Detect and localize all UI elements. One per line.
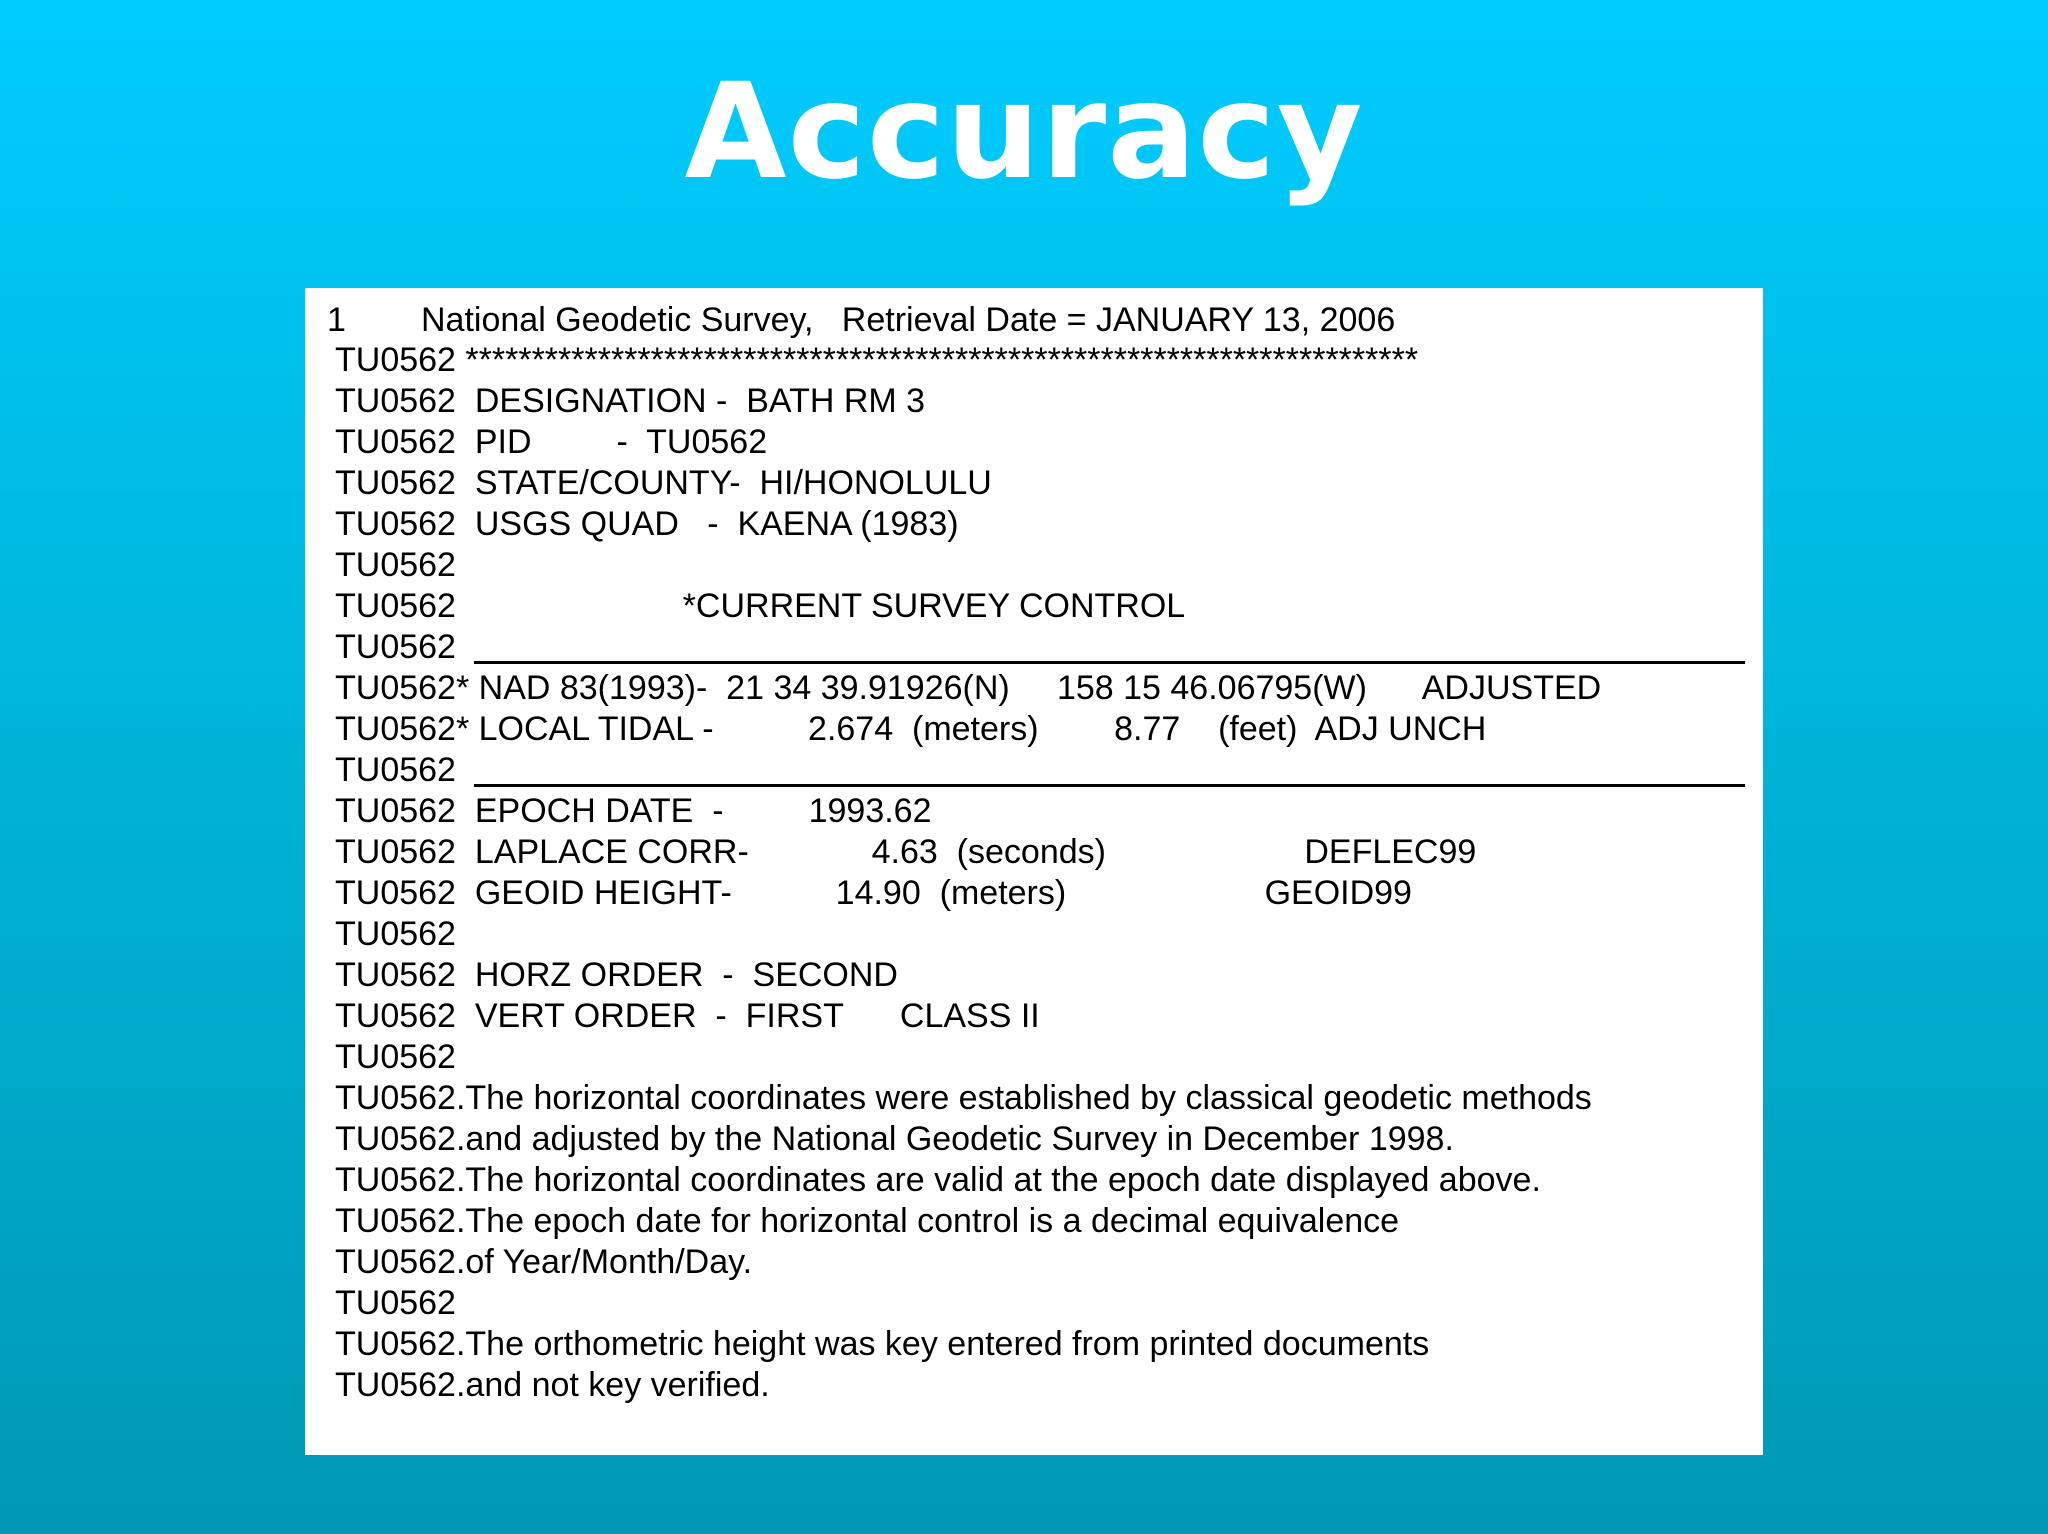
datasheet-line-text: TU0562 bbox=[335, 628, 456, 666]
datasheet-line-text: TU0562.and not key verified. bbox=[335, 1366, 770, 1404]
slide-title: Accuracy bbox=[684, 55, 1364, 209]
datasheet-line bbox=[335, 668, 1745, 709]
datasheet-line-text: TU0562 VERT ORDER - FIRST CLASS II bbox=[335, 997, 1040, 1035]
datasheet-line-text: TU0562.The orthometric height was key entered from printed documents bbox=[335, 1325, 1430, 1363]
datasheet-line bbox=[335, 1037, 1745, 1078]
datasheet-line-text: TU0562 EPOCH DATE - 1993.62 bbox=[335, 792, 932, 830]
datasheet-line-text: TU0562 *CURRENT SURVEY CONTROL bbox=[335, 587, 1186, 625]
datasheet-line bbox=[335, 996, 1745, 1037]
datasheet-line-text: TU0562 HORZ ORDER - SECOND bbox=[335, 956, 898, 994]
datasheet-line bbox=[335, 1160, 1745, 1201]
datasheet-line-text: TU0562 DESIGNATION - BATH RM 3 bbox=[335, 382, 926, 420]
datasheet-line-text: TU0562* NAD 83(1993)- 21 34 39.91926(N) 158 15 46.06795(W) ADJUSTED bbox=[335, 669, 1602, 707]
datasheet-line-text: TU0562 GEOID HEIGHT- 14.90 (meters) GEOID99 bbox=[335, 874, 1412, 912]
datasheet-line bbox=[335, 1242, 1745, 1283]
datasheet-line-text: TU0562 LAPLACE CORR- 4.63 (seconds) DEFLEC99 bbox=[335, 833, 1477, 871]
datasheet-line-text: TU0562 bbox=[335, 1284, 456, 1322]
datasheet-line-text: TU0562 bbox=[335, 1038, 456, 1076]
datasheet-line-text: TU0562.of Year/Month/Day. bbox=[335, 1243, 753, 1281]
datasheet-line-text: TU0562.and adjusted by the National Geodetic Survey in December 1998. bbox=[335, 1120, 1454, 1158]
separator-rule bbox=[474, 784, 1745, 787]
datasheet-line bbox=[335, 627, 1745, 668]
datasheet-line-text: TU0562 STATE/COUNTY- HI/HONOLULU bbox=[335, 464, 992, 502]
datasheet-line bbox=[335, 1365, 1745, 1406]
datasheet-line bbox=[335, 463, 1745, 504]
datasheet-line-text: TU0562* LOCAL TIDAL - 2.674 (meters) 8.77 (feet) ADJ UNCH bbox=[335, 710, 1487, 748]
datasheet-line-text: TU0562 PID - TU0562 bbox=[335, 423, 768, 461]
datasheet-line bbox=[335, 750, 1745, 791]
datasheet-line-text: TU0562 bbox=[335, 751, 456, 789]
datasheet-line bbox=[335, 832, 1745, 873]
datasheet-line bbox=[335, 873, 1745, 914]
datasheet-line bbox=[335, 381, 1745, 422]
datasheet-line bbox=[335, 504, 1745, 545]
datasheet-line bbox=[335, 955, 1745, 996]
datasheet-line bbox=[335, 422, 1745, 463]
datasheet-line-text: TU0562.The epoch date for horizontal control is a decimal equivalence bbox=[335, 1202, 1400, 1240]
datasheet-line bbox=[335, 340, 1745, 381]
datasheet-panel bbox=[305, 288, 1763, 1455]
page-number: 1 bbox=[327, 301, 346, 339]
datasheet-line bbox=[335, 586, 1745, 627]
separator-rule bbox=[474, 661, 1745, 664]
datasheet-lines bbox=[335, 340, 1745, 1406]
datasheet-line bbox=[335, 1201, 1745, 1242]
datasheet-line bbox=[335, 791, 1745, 832]
datasheet-line-text: TU0562 ************************************************************************ bbox=[335, 341, 1419, 379]
datasheet-line bbox=[335, 545, 1745, 586]
datasheet-header bbox=[327, 300, 1395, 340]
datasheet-line-text: TU0562 USGS QUAD - KAENA (1983) bbox=[335, 505, 959, 543]
datasheet-line-text: TU0562 bbox=[335, 915, 456, 953]
datasheet-line bbox=[335, 1078, 1745, 1119]
datasheet-line bbox=[335, 1324, 1745, 1365]
datasheet-line-text: TU0562.The horizontal coordinates were established by classical geodetic methods bbox=[335, 1079, 1592, 1117]
datasheet-line-text: TU0562.The horizontal coordinates are valid at the epoch date displayed above. bbox=[335, 1161, 1541, 1199]
datasheet-line-text: TU0562 bbox=[335, 546, 456, 584]
datasheet-line bbox=[335, 709, 1745, 750]
retrieval-header: National Geodetic Survey, Retrieval Date = JANUARY 13, 2006 bbox=[421, 301, 1396, 339]
datasheet-line bbox=[335, 1283, 1745, 1324]
datasheet-line bbox=[335, 1119, 1745, 1160]
datasheet-line bbox=[335, 914, 1745, 955]
